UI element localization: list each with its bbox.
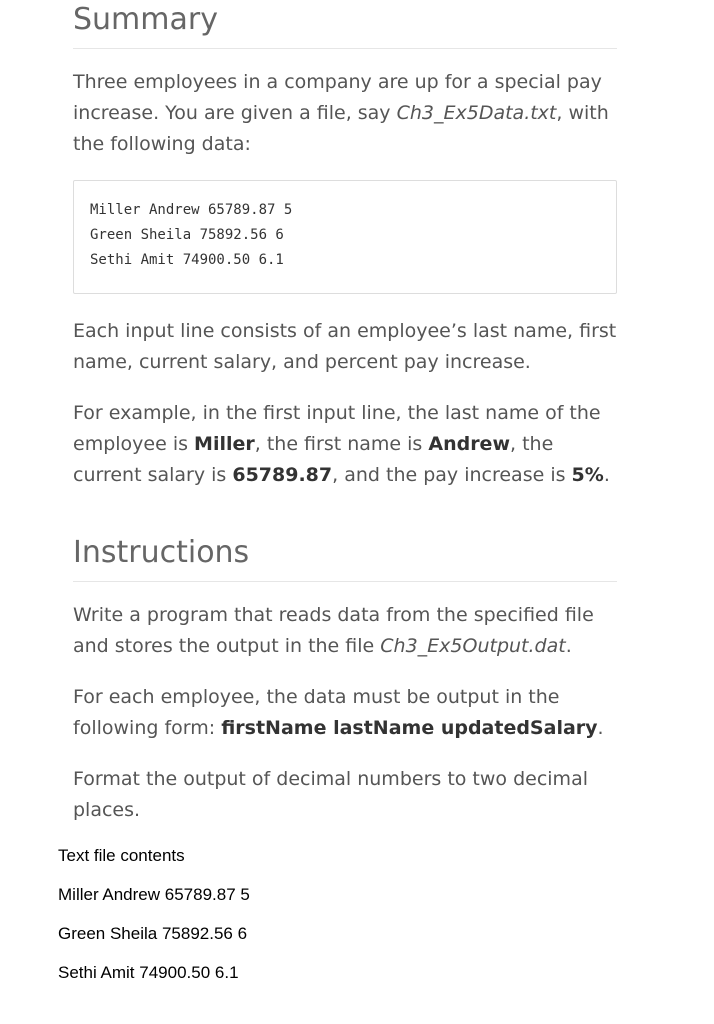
code-line: Miller Andrew 65789.87 5	[90, 202, 293, 218]
text-file-contents	[58, 842, 678, 998]
example-paragraph: For example, in the first input line, the last name of the employee is Miller, the first name is Andrew, the current salary is 65789.87, and the pay increase is 5%.	[73, 402, 610, 486]
text-file-line: Green Sheila 75892.56 6	[58, 924, 248, 943]
instructions-paragraph-3: Format the output of decimal numbers to two decimal places.	[73, 768, 588, 821]
instructions-heading: Instructions	[73, 535, 250, 570]
code-line: Green Sheila 75892.56 6	[90, 227, 284, 243]
output-form: firstName lastName updatedSalary	[221, 717, 598, 739]
assignment-content	[73, 0, 617, 826]
instructions-divider	[73, 581, 617, 582]
instructions-paragraph-2: For each employee, the data must be output in the following form: firstName lastName updatedSalary.	[73, 686, 604, 739]
text-file-line: Miller Andrew 65789.87 5	[58, 885, 250, 904]
output-file-name: Ch3_Ex5Output.dat	[380, 635, 566, 657]
sample-data-code-block	[73, 180, 617, 294]
data-file-name: Ch3_Ex5Data.txt	[396, 102, 557, 124]
summary-heading: Summary	[73, 2, 218, 37]
input-format-paragraph: Each input line consists of an employee’s last name, first name, current salary, and percent pay increase.	[73, 320, 617, 373]
text-file-heading: Text file contents	[58, 846, 185, 865]
text-file-line: Sethi Amit 74900.50 6.1	[58, 963, 239, 982]
summary-intro: Three employees in a company are up for a special pay increase. You are given a file, say Ch3_Ex5Data.txt, with the following data:	[73, 71, 609, 155]
summary-divider	[73, 48, 617, 49]
instructions-paragraph-1: Write a program that reads data from the specified file and stores the output in the file Ch3_Ex5Output.dat.	[73, 604, 594, 657]
code-line: Sethi Amit 74900.50 6.1	[90, 252, 284, 268]
